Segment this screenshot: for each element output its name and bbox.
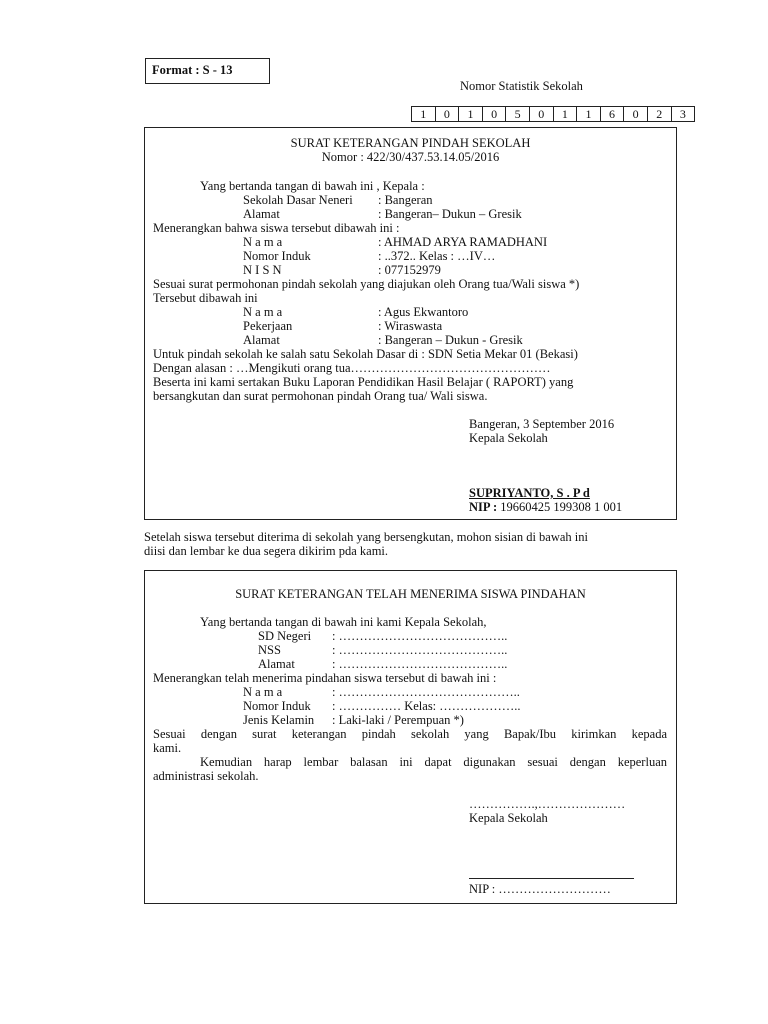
nss-title: Nomor Statistik Sekolah xyxy=(460,79,583,93)
address-label: Alamat xyxy=(243,207,280,221)
letter2-address-value: : ………………………………….. xyxy=(332,657,508,671)
address-value: : Bangeran– Dukun – Gresik xyxy=(378,207,522,221)
nss-digit: 1 xyxy=(554,107,578,121)
letter2-explains: Menerangkan telah menerima pindahan siswa tersebut di bawah ini : xyxy=(153,671,497,685)
below-text: Tersebut dibawah ini xyxy=(153,291,258,305)
letter1-title: SURAT KETERANGAN PINDAH SEKOLAH xyxy=(290,136,531,150)
parent-name-value: : Agus Ekwantoro xyxy=(378,305,469,319)
signature-line xyxy=(469,878,634,879)
student-name-value: : AHMAD ARYA RAMADHANI xyxy=(378,235,548,249)
letter2-nis-value: : …………… Kelas: ……………….. xyxy=(332,699,521,713)
accordance-text-1: Sesuai dengan surat keterangan pindah sekolah yang Bapak/Ibu kirimkan kepada xyxy=(153,727,667,741)
note-line-1: Setelah siswa tersebut diterima di sekolah yang bersengkutan, mohon sisian di bawah ini xyxy=(144,530,589,544)
letter1-head-title: Kepala Sekolah xyxy=(469,431,548,445)
student-nis-value: : ..372.. Kelas : …IV… xyxy=(378,249,496,263)
explains-text: Menerangkan bahwa siswa tersebut dibawah ini : xyxy=(153,221,400,235)
note-line-2: diisi dan lembar ke dua segera dikirim pda kami. xyxy=(144,544,389,558)
nss-digit: 1 xyxy=(459,107,483,121)
sd-label: SD Negeri xyxy=(258,629,312,643)
nss-label: NSS xyxy=(258,643,281,657)
signer-nip xyxy=(469,500,622,514)
nss-digit: 5 xyxy=(506,107,530,121)
letter1-intro: Yang bertanda tangan di bawah ini , Kepala : xyxy=(200,179,425,193)
letter1-place-date: Bangeran, 3 September 2016 xyxy=(469,417,615,431)
student-nisn-label: N I S N xyxy=(243,263,282,277)
school-value: : Bangeran xyxy=(378,193,433,207)
student-nisn-value: : 077152979 xyxy=(378,263,441,277)
letter2-head-title: Kepala Sekolah xyxy=(469,811,548,825)
closing-text-2: administrasi sekolah. xyxy=(153,769,259,783)
sd-value: : ………………………………….. xyxy=(332,629,508,643)
nss-digit: 0 xyxy=(624,107,648,121)
reason-text: Dengan alasan : …Mengikuti orang tua………………………………………… xyxy=(153,361,551,375)
letter2-name-label: N a m a xyxy=(243,685,283,699)
attachment-text-2: bersangkutan dan surat permohonan pindah Orang tua/ Wali siswa. xyxy=(153,389,488,403)
nss-digit: 1 xyxy=(577,107,601,121)
nip-label: NIP : xyxy=(469,500,498,514)
letter2-nis-label: Nomor Induk xyxy=(243,699,311,713)
school-label: Sekolah Dasar Neneri xyxy=(243,193,353,207)
gender-value: : Laki-laki / Perempuan *) xyxy=(332,713,464,727)
signer-name: SUPRIYANTO, S . P d xyxy=(469,486,590,500)
letter1-number: Nomor : 422/30/437.53.14.05/2016 xyxy=(321,150,500,164)
nss-digit: 3 xyxy=(679,107,686,121)
attachment-text-1: Beserta ini kami sertakan Buku Laporan Pendidikan Hasil Belajar ( RAPORT) yang xyxy=(153,375,574,389)
nss-digit: 6 xyxy=(601,107,625,121)
letter2-title: SURAT KETERANGAN TELAH MENERIMA SISWA PINDAHAN xyxy=(235,587,586,601)
student-name-label: N a m a xyxy=(243,235,283,249)
parent-name-label: N a m a xyxy=(243,305,283,319)
parent-job-label: Pekerjaan xyxy=(243,319,293,333)
student-nis-label: Nomor Induk xyxy=(243,249,311,263)
letter2-place-date: …………….,………………… xyxy=(469,797,626,811)
parent-address-value: : Bangeran – Dukun - Gresik xyxy=(378,333,523,347)
destination-text: Untuk pindah sekolah ke salah satu Sekolah Dasar di : SDN Setia Mekar 01 (Bekasi) xyxy=(153,347,578,361)
accordance-text-2: kami. xyxy=(153,741,182,755)
nss-value: : ………………………………….. xyxy=(332,643,508,657)
nss-digit: 0 xyxy=(483,107,507,121)
nss-digit: 2 xyxy=(648,107,672,121)
nip-value: 19660425 199308 1 001 xyxy=(497,500,623,514)
parent-address-label: Alamat xyxy=(243,333,280,347)
letter2-intro: Yang bertanda tangan di bawah ini kami Kepala Sekolah, xyxy=(200,615,487,629)
nss-digit: 0 xyxy=(436,107,460,121)
nss-digit: 0 xyxy=(530,107,554,121)
nss-digit: 1 xyxy=(412,107,436,121)
letter2-address-label: Alamat xyxy=(258,657,295,671)
nss-digit-row xyxy=(411,106,695,122)
format-label: Format : S - 13 xyxy=(152,63,233,77)
closing-text-1: Kemudian harap lembar balasan ini dapat digunakan sesuai dengan keperluan xyxy=(200,755,667,769)
gender-label: Jenis Kelamin xyxy=(243,713,315,727)
request-text: Sesuai surat permohonan pindah sekolah yang diajukan oleh Orang tua/Wali siswa *) xyxy=(153,277,580,291)
letter2-nip: NIP : ……………………… xyxy=(469,882,611,896)
letter2-name-value: : …………………………………….. xyxy=(332,685,520,699)
parent-job-value: : Wiraswasta xyxy=(378,319,443,333)
